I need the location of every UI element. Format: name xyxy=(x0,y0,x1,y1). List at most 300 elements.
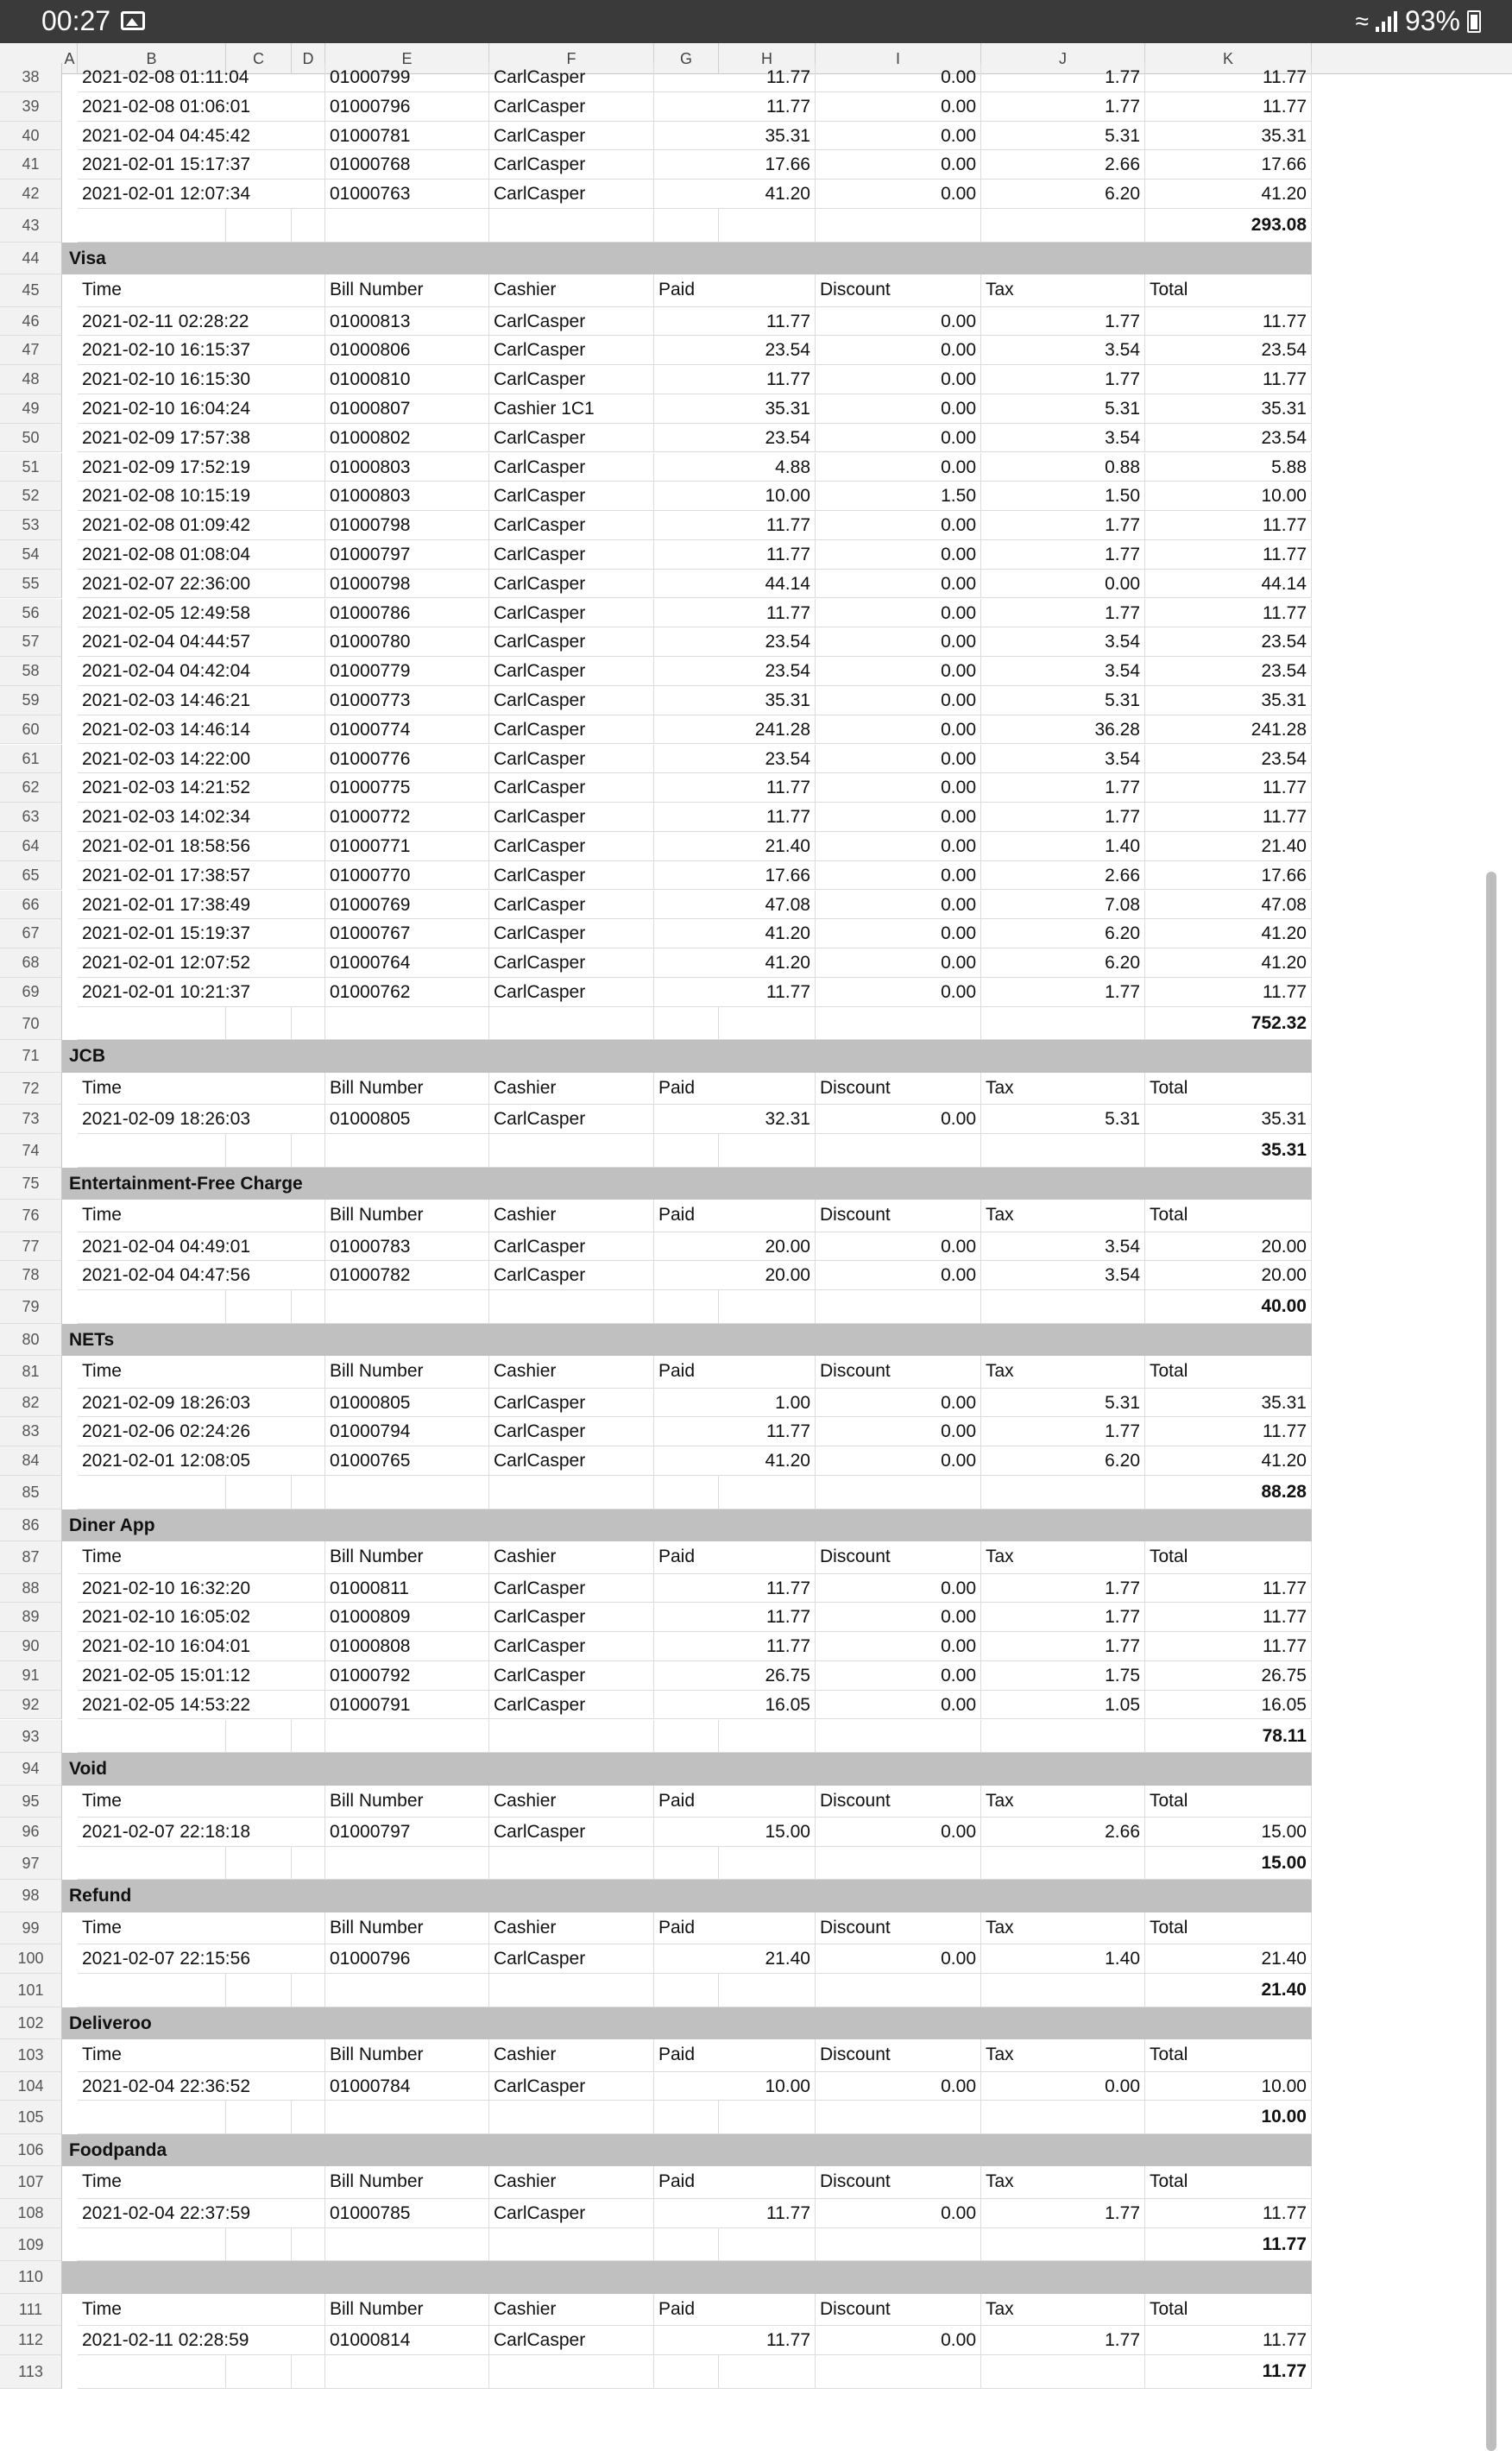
cell-paid[interactable]: 11.77 xyxy=(654,511,816,540)
column-title-bill-number[interactable]: Bill Number xyxy=(325,1200,489,1232)
column-title-bill-number[interactable]: Bill Number xyxy=(325,2166,489,2199)
cell-bill-number[interactable]: 01000805 xyxy=(325,1105,489,1134)
cell-cashier[interactable]: CarlCasper xyxy=(489,424,654,453)
cell-cashier[interactable]: CarlCasper xyxy=(489,1446,654,1476)
cell-tax[interactable]: 5.31 xyxy=(981,1105,1145,1134)
cell-time[interactable]: 2021-02-08 10:15:19 xyxy=(78,482,325,511)
section-total[interactable]: 293.08 xyxy=(1145,209,1312,243)
cell-time[interactable]: 2021-02-05 15:01:12 xyxy=(78,1661,325,1691)
section-total[interactable]: 11.77 xyxy=(1145,2228,1312,2262)
cell-bill-number[interactable]: 01000765 xyxy=(325,1446,489,1476)
cell-tax[interactable]: 1.77 xyxy=(981,2326,1145,2355)
empty-cell[interactable] xyxy=(489,2101,654,2134)
cell-bill-number[interactable]: 01000794 xyxy=(325,1417,489,1446)
row-number[interactable]: 103 xyxy=(0,2039,62,2072)
cell-total[interactable]: 11.77 xyxy=(1145,773,1312,803)
cell-tax[interactable]: 1.77 xyxy=(981,1574,1145,1604)
empty-cell[interactable] xyxy=(719,2228,816,2262)
cell-time[interactable]: 2021-02-01 12:07:34 xyxy=(78,180,325,209)
cell-tax[interactable]: 1.40 xyxy=(981,1944,1145,1974)
cell-discount[interactable]: 0.00 xyxy=(816,540,981,570)
empty-cell[interactable] xyxy=(981,2101,1145,2134)
section-title[interactable]: Diner App xyxy=(69,1515,155,1535)
cell-discount[interactable]: 0.00 xyxy=(816,599,981,628)
cell-time[interactable]: 2021-02-09 18:26:03 xyxy=(78,1105,325,1134)
column-title-total[interactable]: Total xyxy=(1145,2166,1312,2199)
cell-discount[interactable]: 0.00 xyxy=(816,511,981,540)
column-header-J[interactable]: J xyxy=(981,43,1145,74)
cell-total[interactable]: 41.20 xyxy=(1145,180,1312,209)
cell-discount[interactable]: 0.00 xyxy=(816,336,981,365)
row-number[interactable]: 66 xyxy=(0,891,62,920)
row-number[interactable]: 68 xyxy=(0,948,62,978)
row-number[interactable]: 97 xyxy=(0,1847,62,1881)
cell-bill-number[interactable]: 01000803 xyxy=(325,482,489,511)
cell-time[interactable]: 2021-02-10 16:32:20 xyxy=(78,1574,325,1604)
row-number[interactable]: 89 xyxy=(0,1603,62,1632)
row-number[interactable]: 45 xyxy=(0,274,62,307)
row-number[interactable]: 87 xyxy=(0,1541,62,1574)
cell-tax[interactable]: 5.31 xyxy=(981,122,1145,151)
column-title-discount[interactable]: Discount xyxy=(816,1912,981,1945)
cell-cashier[interactable]: CarlCasper xyxy=(489,2199,654,2228)
cell-paid[interactable]: 11.77 xyxy=(654,2326,816,2355)
cell-cashier[interactable]: CarlCasper xyxy=(489,307,654,337)
cell-bill-number[interactable]: 01000791 xyxy=(325,1691,489,1720)
vertical-scrollbar[interactable] xyxy=(1486,872,1496,2451)
cell-total[interactable]: 23.54 xyxy=(1145,424,1312,453)
empty-cell[interactable] xyxy=(325,209,489,243)
section-title[interactable]: Foodpanda xyxy=(69,2139,167,2160)
row-number[interactable]: 41 xyxy=(0,150,62,180)
cell-cashier[interactable]: CarlCasper xyxy=(489,1389,654,1418)
empty-cell[interactable] xyxy=(654,209,719,243)
empty-cell[interactable] xyxy=(78,1974,226,2007)
empty-cell[interactable] xyxy=(816,2355,981,2389)
cell-total[interactable]: 11.77 xyxy=(1145,540,1312,570)
cell-discount[interactable]: 0.00 xyxy=(816,2326,981,2355)
column-header-I[interactable]: I xyxy=(816,43,981,74)
row-number[interactable]: 98 xyxy=(0,1880,62,1912)
cell-paid[interactable]: 23.54 xyxy=(654,424,816,453)
cell-cashier[interactable]: CarlCasper xyxy=(489,180,654,209)
empty-cell[interactable] xyxy=(78,2355,226,2389)
row-number[interactable]: 50 xyxy=(0,424,62,453)
row-number[interactable]: 106 xyxy=(0,2134,62,2167)
empty-cell[interactable] xyxy=(78,1476,226,1509)
column-title-cashier[interactable]: Cashier xyxy=(489,274,654,307)
empty-cell[interactable] xyxy=(816,1007,981,1041)
cell-total[interactable]: 11.77 xyxy=(1145,2199,1312,2228)
row-number[interactable]: 44 xyxy=(0,243,62,275)
cell-tax[interactable]: 1.77 xyxy=(981,1417,1145,1446)
cell-time[interactable]: 2021-02-09 17:52:19 xyxy=(78,453,325,482)
cell-paid[interactable]: 21.40 xyxy=(654,1944,816,1974)
empty-cell[interactable] xyxy=(78,1007,226,1041)
empty-cell[interactable] xyxy=(489,2355,654,2389)
column-title-bill-number[interactable]: Bill Number xyxy=(325,1912,489,1945)
cell-paid[interactable]: 1.00 xyxy=(654,1389,816,1418)
empty-cell[interactable] xyxy=(292,2101,325,2134)
cell-cashier[interactable]: CarlCasper xyxy=(489,1818,654,1847)
cell-discount[interactable]: 1.50 xyxy=(816,482,981,511)
cell-paid[interactable]: 35.31 xyxy=(654,686,816,715)
cell-bill-number[interactable]: 01000764 xyxy=(325,948,489,978)
cell-tax[interactable]: 1.05 xyxy=(981,1691,1145,1720)
column-title-discount[interactable]: Discount xyxy=(816,2166,981,2199)
cell-discount[interactable]: 0.00 xyxy=(816,1417,981,1446)
column-title-time[interactable]: Time xyxy=(78,2039,325,2072)
row-number[interactable]: 95 xyxy=(0,1786,62,1818)
cell-time[interactable]: 2021-02-04 04:49:01 xyxy=(78,1232,325,1262)
cell-cashier[interactable]: CarlCasper xyxy=(489,715,654,745)
row-number[interactable]: 39 xyxy=(0,92,62,122)
cell-bill-number[interactable]: 01000803 xyxy=(325,453,489,482)
cell-tax[interactable]: 1.40 xyxy=(981,832,1145,861)
row-number[interactable]: 96 xyxy=(0,1818,62,1847)
cell-tax[interactable]: 6.20 xyxy=(981,919,1145,948)
cell-bill-number[interactable]: 01000813 xyxy=(325,307,489,337)
cell-tax[interactable]: 1.77 xyxy=(981,511,1145,540)
cell-total[interactable]: 44.14 xyxy=(1145,570,1312,599)
cell-bill-number[interactable]: 01000768 xyxy=(325,150,489,180)
cell-cashier[interactable]: CarlCasper xyxy=(489,978,654,1007)
section-total[interactable]: 21.40 xyxy=(1145,1974,1312,2007)
row-number[interactable]: 60 xyxy=(0,715,62,745)
row-number[interactable]: 86 xyxy=(0,1509,62,1542)
row-number[interactable]: 109 xyxy=(0,2228,62,2262)
cell-tax[interactable]: 1.77 xyxy=(981,63,1145,92)
column-title-discount[interactable]: Discount xyxy=(816,1200,981,1232)
row-number[interactable]: 58 xyxy=(0,657,62,686)
row-number[interactable]: 101 xyxy=(0,1974,62,2007)
cell-time[interactable]: 2021-02-03 14:22:00 xyxy=(78,745,325,774)
cell-discount[interactable]: 0.00 xyxy=(816,745,981,774)
empty-cell[interactable] xyxy=(981,1290,1145,1324)
cell-time[interactable]: 2021-02-10 16:15:37 xyxy=(78,336,325,365)
cell-paid[interactable]: 11.77 xyxy=(654,2199,816,2228)
row-number[interactable]: 113 xyxy=(0,2355,62,2389)
empty-cell[interactable] xyxy=(654,1720,719,1754)
cell-time[interactable]: 2021-02-07 22:15:56 xyxy=(78,1944,325,1974)
cell-total[interactable]: 41.20 xyxy=(1145,948,1312,978)
section-total[interactable]: 40.00 xyxy=(1145,1290,1312,1324)
cell-bill-number[interactable]: 01000806 xyxy=(325,336,489,365)
cell-bill-number[interactable]: 01000810 xyxy=(325,365,489,394)
cell-time[interactable]: 2021-02-09 17:57:38 xyxy=(78,424,325,453)
column-title-cashier[interactable]: Cashier xyxy=(489,1073,654,1106)
cell-bill-number[interactable]: 01000785 xyxy=(325,2199,489,2228)
cell-bill-number[interactable]: 01000771 xyxy=(325,832,489,861)
cell-paid[interactable]: 23.54 xyxy=(654,657,816,686)
section-title[interactable]: Deliveroo xyxy=(69,2013,152,2033)
cell-paid[interactable]: 11.77 xyxy=(654,1632,816,1661)
empty-cell[interactable] xyxy=(489,1476,654,1509)
empty-cell[interactable] xyxy=(816,1720,981,1754)
cell-paid[interactable]: 11.77 xyxy=(654,1417,816,1446)
cell-paid[interactable]: 20.00 xyxy=(654,1232,816,1262)
column-header-E[interactable]: E xyxy=(325,43,489,74)
empty-cell[interactable] xyxy=(78,2228,226,2262)
cell-bill-number[interactable]: 01000762 xyxy=(325,978,489,1007)
cell-time[interactable]: 2021-02-01 12:08:05 xyxy=(78,1446,325,1476)
cell-paid[interactable]: 21.40 xyxy=(654,832,816,861)
empty-cell[interactable] xyxy=(325,2101,489,2134)
column-header-D[interactable]: D xyxy=(292,43,325,74)
row-number[interactable]: 47 xyxy=(0,336,62,365)
row-number[interactable]: 59 xyxy=(0,686,62,715)
row-number[interactable]: 53 xyxy=(0,511,62,540)
cell-time[interactable]: 2021-02-07 22:36:00 xyxy=(78,570,325,599)
empty-cell[interactable] xyxy=(719,1847,816,1881)
row-number[interactable]: 81 xyxy=(0,1356,62,1389)
column-title-cashier[interactable]: Cashier xyxy=(489,2166,654,2199)
empty-cell[interactable] xyxy=(981,209,1145,243)
empty-cell[interactable] xyxy=(325,2228,489,2262)
empty-cell[interactable] xyxy=(719,1720,816,1754)
row-number[interactable]: 88 xyxy=(0,1574,62,1604)
empty-cell[interactable] xyxy=(292,1007,325,1041)
column-title-tax[interactable]: Tax xyxy=(981,1356,1145,1389)
cell-tax[interactable]: 5.31 xyxy=(981,686,1145,715)
cell-discount[interactable]: 0.00 xyxy=(816,1818,981,1847)
cell-bill-number[interactable]: 01000780 xyxy=(325,627,489,657)
cell-cashier[interactable]: CarlCasper xyxy=(489,63,654,92)
cell-time[interactable]: 2021-02-04 04:42:04 xyxy=(78,657,325,686)
cell-bill-number[interactable]: 01000781 xyxy=(325,122,489,151)
cell-discount[interactable]: 0.00 xyxy=(816,2199,981,2228)
cell-total[interactable]: 241.28 xyxy=(1145,715,1312,745)
cell-tax[interactable]: 1.77 xyxy=(981,92,1145,122)
cell-bill-number[interactable]: 01000775 xyxy=(325,773,489,803)
cell-discount[interactable]: 0.00 xyxy=(816,1105,981,1134)
empty-cell[interactable] xyxy=(226,1720,292,1754)
cell-paid[interactable]: 41.20 xyxy=(654,919,816,948)
cell-tax[interactable]: 1.77 xyxy=(981,599,1145,628)
cell-paid[interactable]: 41.20 xyxy=(654,1446,816,1476)
cell-discount[interactable]: 0.00 xyxy=(816,686,981,715)
cell-paid[interactable]: 44.14 xyxy=(654,570,816,599)
empty-cell[interactable] xyxy=(292,1290,325,1324)
row-number[interactable]: 94 xyxy=(0,1753,62,1786)
cell-time[interactable]: 2021-02-08 01:11:04 xyxy=(78,63,325,92)
empty-cell[interactable] xyxy=(654,1847,719,1881)
cell-discount[interactable]: 0.00 xyxy=(816,1446,981,1476)
cell-total[interactable]: 47.08 xyxy=(1145,891,1312,920)
cell-tax[interactable]: 3.54 xyxy=(981,657,1145,686)
row-number[interactable]: 110 xyxy=(0,2261,62,2294)
column-title-time[interactable]: Time xyxy=(78,1786,325,1818)
cell-tax[interactable]: 6.20 xyxy=(981,180,1145,209)
cell-discount[interactable]: 0.00 xyxy=(816,832,981,861)
cell-tax[interactable]: 1.75 xyxy=(981,1661,1145,1691)
cell-bill-number[interactable]: 01000798 xyxy=(325,570,489,599)
row-number[interactable]: 99 xyxy=(0,1912,62,1945)
column-title-total[interactable]: Total xyxy=(1145,1200,1312,1232)
empty-cell[interactable] xyxy=(292,2355,325,2389)
cell-cashier[interactable]: CarlCasper xyxy=(489,891,654,920)
column-title-tax[interactable]: Tax xyxy=(981,1541,1145,1574)
cell-total[interactable]: 11.77 xyxy=(1145,1603,1312,1632)
column-title-tax[interactable]: Tax xyxy=(981,2294,1145,2327)
row-number[interactable]: 40 xyxy=(0,122,62,151)
row-number[interactable]: 38 xyxy=(0,63,62,92)
section-total[interactable]: 15.00 xyxy=(1145,1847,1312,1881)
cell-total[interactable]: 20.00 xyxy=(1145,1232,1312,1262)
empty-cell[interactable] xyxy=(226,1290,292,1324)
column-header-H[interactable]: H xyxy=(719,43,816,74)
cell-discount[interactable]: 0.00 xyxy=(816,365,981,394)
cell-tax[interactable]: 3.54 xyxy=(981,745,1145,774)
row-number[interactable]: 54 xyxy=(0,540,62,570)
row-number[interactable]: 74 xyxy=(0,1134,62,1168)
cell-paid[interactable]: 11.77 xyxy=(654,803,816,832)
cell-discount[interactable]: 0.00 xyxy=(816,627,981,657)
cell-tax[interactable]: 1.77 xyxy=(981,2199,1145,2228)
cell-discount[interactable]: 0.00 xyxy=(816,1232,981,1262)
cell-paid[interactable]: 11.77 xyxy=(654,63,816,92)
empty-cell[interactable] xyxy=(226,1476,292,1509)
cell-paid[interactable]: 35.31 xyxy=(654,122,816,151)
empty-cell[interactable] xyxy=(981,1847,1145,1881)
row-number[interactable]: 61 xyxy=(0,745,62,774)
cell-discount[interactable]: 0.00 xyxy=(816,2072,981,2101)
empty-cell[interactable] xyxy=(226,2228,292,2262)
empty-cell[interactable] xyxy=(78,1290,226,1324)
cell-bill-number[interactable]: 01000782 xyxy=(325,1261,489,1290)
empty-cell[interactable] xyxy=(325,1290,489,1324)
cell-time[interactable]: 2021-02-05 12:49:58 xyxy=(78,599,325,628)
column-title-time[interactable]: Time xyxy=(78,1073,325,1106)
row-number[interactable]: 79 xyxy=(0,1290,62,1324)
column-title-paid[interactable]: Paid xyxy=(654,2039,816,2072)
column-title-tax[interactable]: Tax xyxy=(981,1200,1145,1232)
cell-time[interactable]: 2021-02-11 02:28:59 xyxy=(78,2326,325,2355)
column-title-total[interactable]: Total xyxy=(1145,1356,1312,1389)
cell-total[interactable]: 23.54 xyxy=(1145,627,1312,657)
cell-discount[interactable]: 0.00 xyxy=(816,1632,981,1661)
cell-tax[interactable]: 1.77 xyxy=(981,1632,1145,1661)
cell-paid[interactable]: 10.00 xyxy=(654,2072,816,2101)
row-number[interactable]: 75 xyxy=(0,1168,62,1200)
cell-cashier[interactable]: CarlCasper xyxy=(489,803,654,832)
cell-tax[interactable]: 1.77 xyxy=(981,307,1145,337)
cell-tax[interactable]: 1.77 xyxy=(981,1603,1145,1632)
row-number[interactable]: 56 xyxy=(0,599,62,628)
column-header-B[interactable]: B xyxy=(78,43,226,74)
cell-time[interactable]: 2021-02-03 14:21:52 xyxy=(78,773,325,803)
column-title-paid[interactable]: Paid xyxy=(654,2166,816,2199)
empty-cell[interactable] xyxy=(719,1476,816,1509)
cell-cashier[interactable]: CarlCasper xyxy=(489,482,654,511)
cell-discount[interactable]: 0.00 xyxy=(816,180,981,209)
empty-cell[interactable] xyxy=(292,1847,325,1881)
section-total[interactable]: 10.00 xyxy=(1145,2101,1312,2134)
cell-discount[interactable]: 0.00 xyxy=(816,657,981,686)
row-number[interactable]: 70 xyxy=(0,1007,62,1041)
cell-discount[interactable]: 0.00 xyxy=(816,919,981,948)
cell-tax[interactable]: 3.54 xyxy=(981,424,1145,453)
empty-cell[interactable] xyxy=(816,1476,981,1509)
cell-time[interactable]: 2021-02-04 04:44:57 xyxy=(78,627,325,657)
column-title-tax[interactable]: Tax xyxy=(981,2039,1145,2072)
column-title-paid[interactable]: Paid xyxy=(654,274,816,307)
cell-total[interactable]: 23.54 xyxy=(1145,336,1312,365)
cell-bill-number[interactable]: 01000798 xyxy=(325,511,489,540)
cell-total[interactable]: 35.31 xyxy=(1145,1105,1312,1134)
cell-total[interactable]: 35.31 xyxy=(1145,394,1312,424)
column-title-paid[interactable]: Paid xyxy=(654,1356,816,1389)
cell-total[interactable]: 11.77 xyxy=(1145,978,1312,1007)
cell-cashier[interactable]: CarlCasper xyxy=(489,453,654,482)
cell-cashier[interactable]: CarlCasper xyxy=(489,1661,654,1691)
column-title-tax[interactable]: Tax xyxy=(981,2166,1145,2199)
cell-cashier[interactable]: CarlCasper xyxy=(489,919,654,948)
cell-tax[interactable]: 2.66 xyxy=(981,861,1145,891)
row-number[interactable]: 91 xyxy=(0,1661,62,1691)
cell-bill-number[interactable]: 01000767 xyxy=(325,919,489,948)
row-number[interactable]: 108 xyxy=(0,2199,62,2228)
empty-cell[interactable] xyxy=(489,1134,654,1168)
empty-cell[interactable] xyxy=(816,1290,981,1324)
row-number[interactable]: 82 xyxy=(0,1389,62,1418)
empty-cell[interactable] xyxy=(325,1007,489,1041)
row-number[interactable]: 71 xyxy=(0,1040,62,1073)
cell-tax[interactable]: 1.77 xyxy=(981,803,1145,832)
empty-cell[interactable] xyxy=(489,2228,654,2262)
empty-cell[interactable] xyxy=(654,2228,719,2262)
empty-cell[interactable] xyxy=(325,1974,489,2007)
cell-tax[interactable]: 2.66 xyxy=(981,150,1145,180)
cell-tax[interactable]: 6.20 xyxy=(981,948,1145,978)
cell-paid[interactable]: 15.00 xyxy=(654,1818,816,1847)
row-number[interactable]: 46 xyxy=(0,307,62,337)
cell-total[interactable]: 10.00 xyxy=(1145,482,1312,511)
empty-cell[interactable] xyxy=(78,209,226,243)
empty-cell[interactable] xyxy=(654,1134,719,1168)
cell-bill-number[interactable]: 01000769 xyxy=(325,891,489,920)
cell-total[interactable]: 21.40 xyxy=(1145,832,1312,861)
empty-cell[interactable] xyxy=(226,1007,292,1041)
column-header-C[interactable]: C xyxy=(226,43,292,74)
cell-tax[interactable]: 5.31 xyxy=(981,394,1145,424)
cell-time[interactable]: 2021-02-03 14:46:14 xyxy=(78,715,325,745)
row-number[interactable]: 51 xyxy=(0,453,62,482)
cell-paid[interactable]: 17.66 xyxy=(654,150,816,180)
cell-cashier[interactable]: CarlCasper xyxy=(489,599,654,628)
cell-time[interactable]: 2021-02-10 16:04:24 xyxy=(78,394,325,424)
row-number[interactable]: 84 xyxy=(0,1446,62,1476)
row-number[interactable]: 83 xyxy=(0,1417,62,1446)
empty-cell[interactable] xyxy=(226,1847,292,1881)
cell-time[interactable]: 2021-02-05 14:53:22 xyxy=(78,1691,325,1720)
column-title-time[interactable]: Time xyxy=(78,1912,325,1945)
cell-bill-number[interactable]: 01000797 xyxy=(325,540,489,570)
cell-cashier[interactable]: CarlCasper xyxy=(489,773,654,803)
cell-discount[interactable]: 0.00 xyxy=(816,1661,981,1691)
cell-discount[interactable]: 0.00 xyxy=(816,978,981,1007)
row-number[interactable]: 63 xyxy=(0,803,62,832)
column-title-bill-number[interactable]: Bill Number xyxy=(325,1073,489,1106)
section-title[interactable]: JCB xyxy=(69,1046,106,1067)
cell-total[interactable]: 11.77 xyxy=(1145,1632,1312,1661)
row-number[interactable]: 48 xyxy=(0,365,62,394)
empty-cell[interactable] xyxy=(981,2355,1145,2389)
cell-cashier[interactable]: CarlCasper xyxy=(489,1632,654,1661)
section-total[interactable]: 78.11 xyxy=(1145,1720,1312,1754)
cell-discount[interactable]: 0.00 xyxy=(816,424,981,453)
cell-total[interactable]: 11.77 xyxy=(1145,1574,1312,1604)
